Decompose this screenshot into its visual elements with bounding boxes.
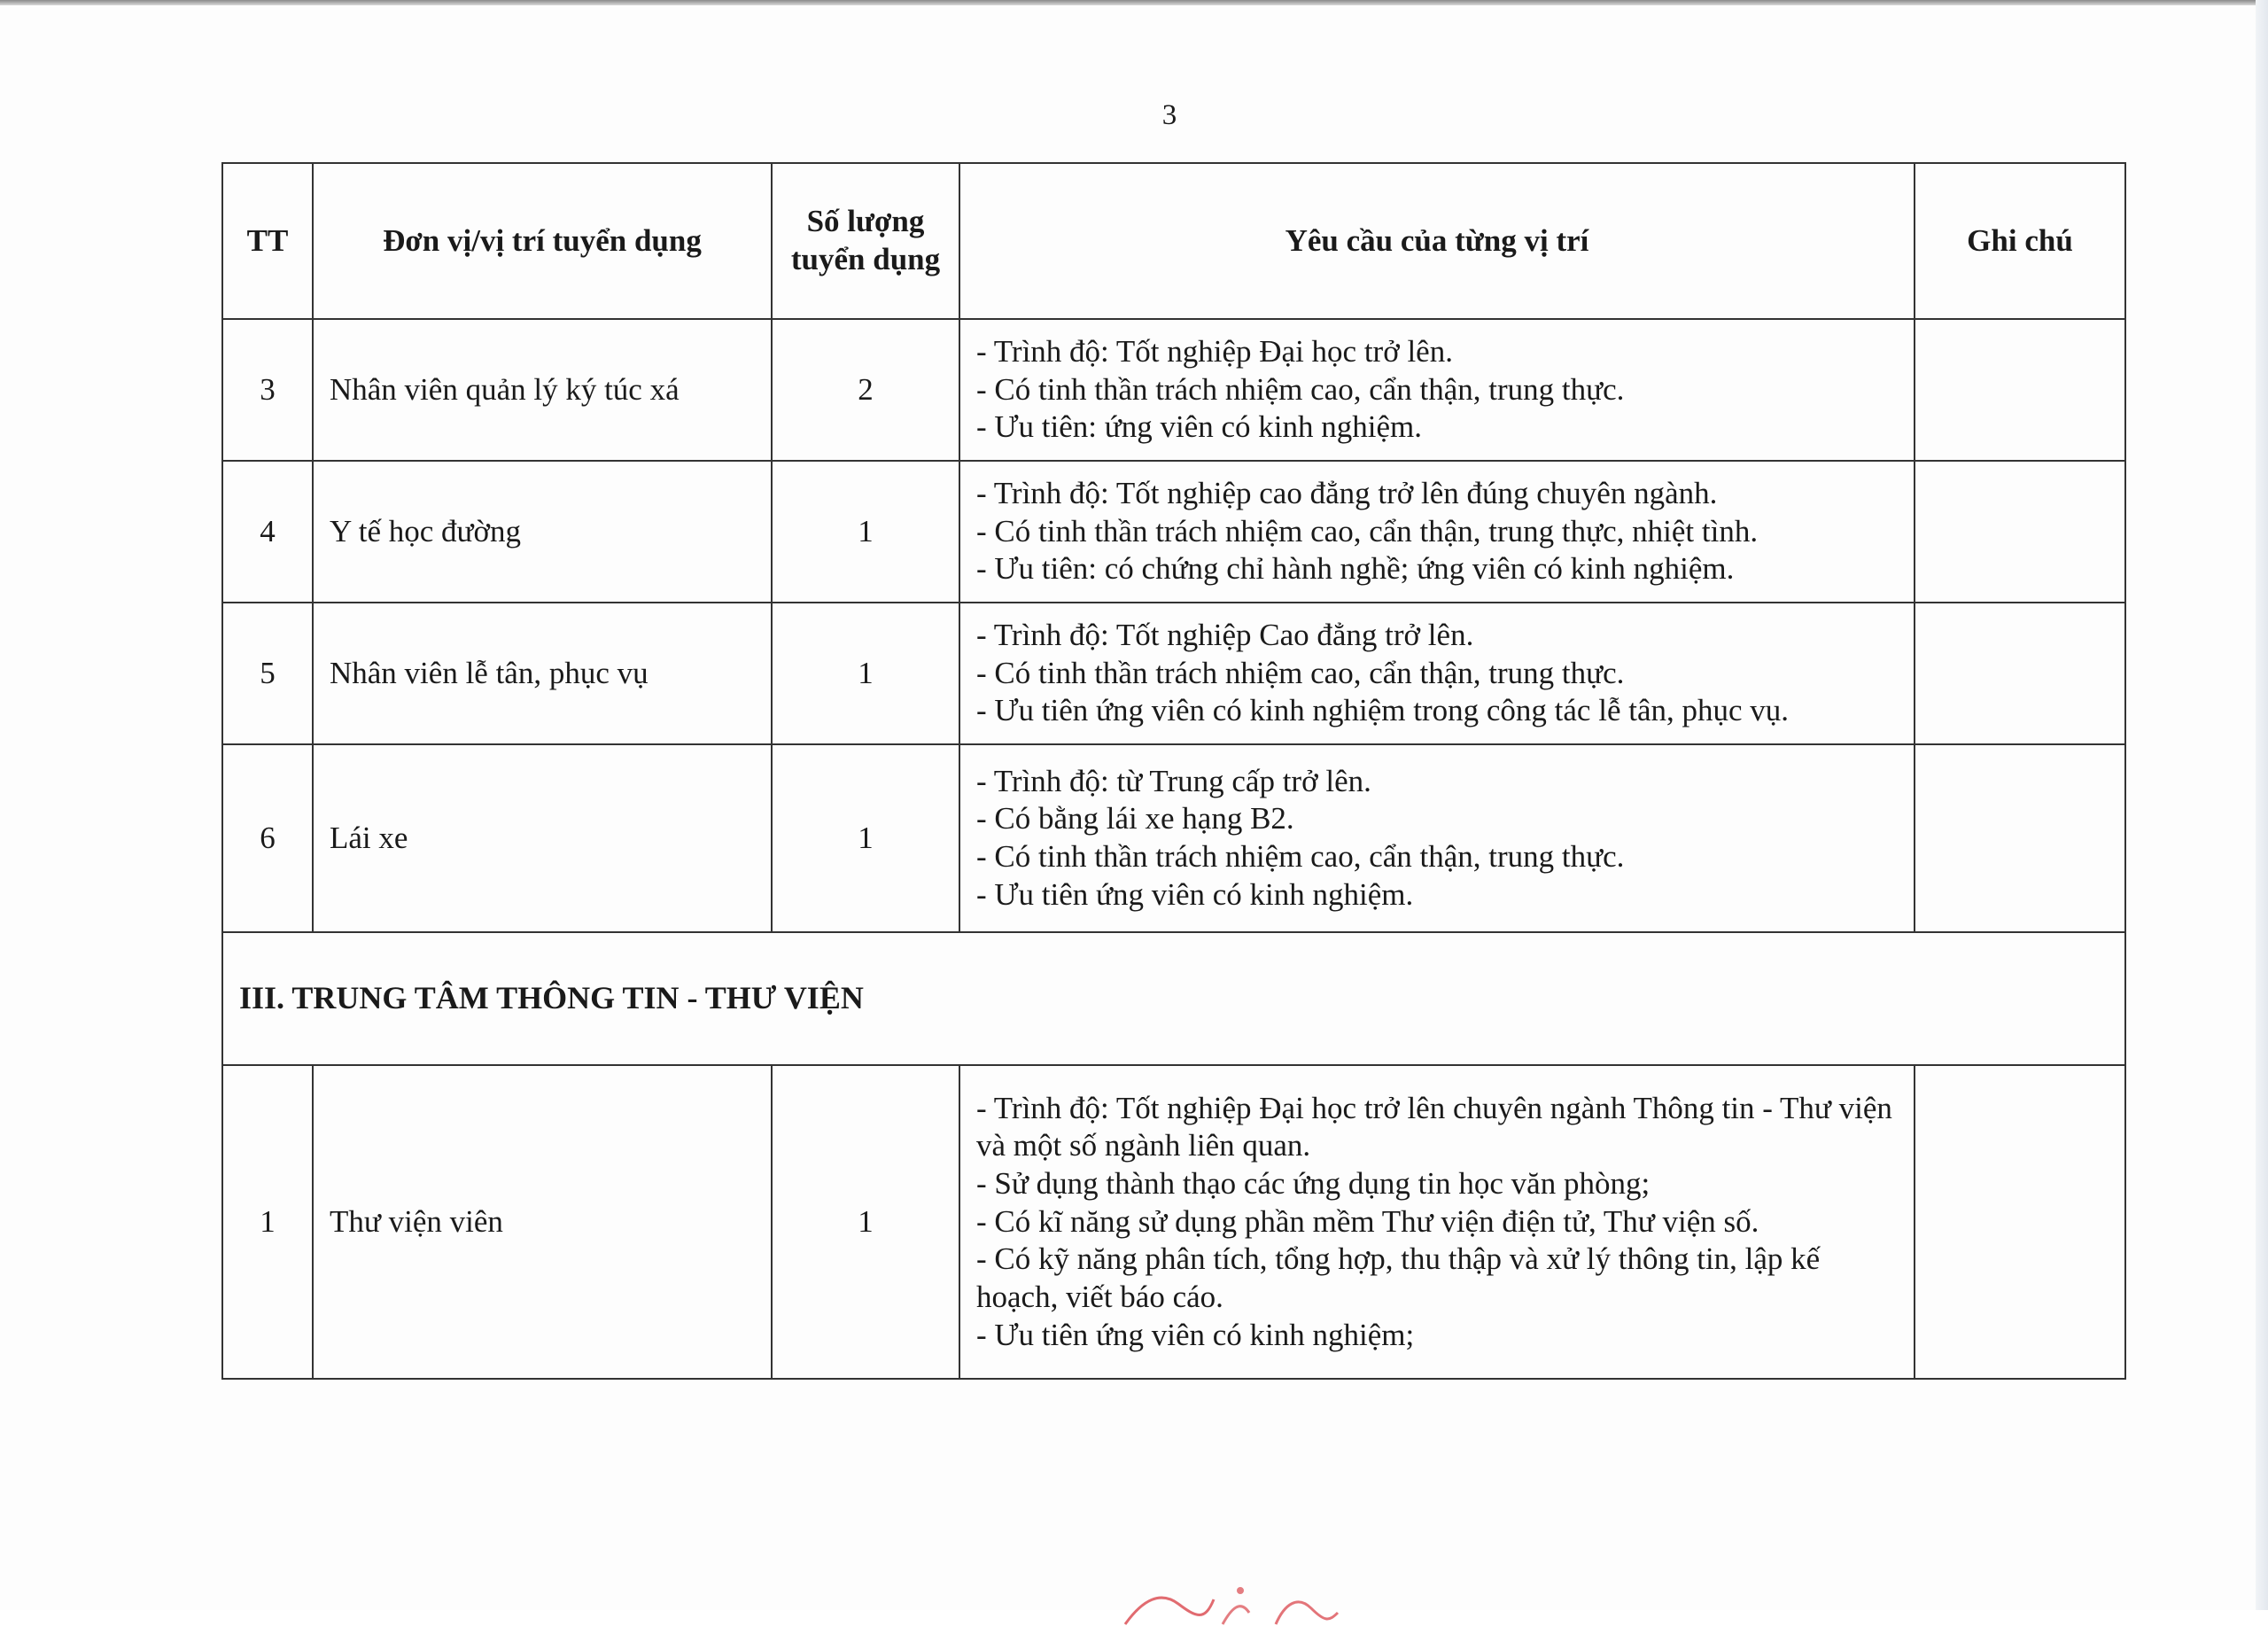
requirement-line: - Có tinh thần trách nhiệm cao, cẩn thận, trung thực. [976,655,1625,690]
requirement-line: - Trình độ: Tốt nghiệp Cao đẳng trở lên. [976,617,1474,652]
table-row [222,744,2125,932]
requirement-line: - Ưu tiên: có chứng chỉ hành nghề; ứng viên có kinh nghiệm. [976,551,1735,587]
header-position: Đơn vị/vị trí tuyển dụng [313,163,772,319]
row-requirements [959,1065,1915,1379]
row-position: Nhân viên quản lý ký túc xá [313,319,772,461]
row-tt: 5 [222,603,313,744]
seal-stamp-fragment [1107,1573,1373,1626]
requirement-line: - Có kỹ năng phân tích, tổng hợp, thu thập và xử lý thông tin, lập kế hoạch, viết báo cáo. [976,1241,1821,1315]
requirement-line: - Trình độ: từ Trung cấp trở lên. [976,763,1371,798]
row-note [1915,744,2125,932]
row-tt: 4 [222,461,313,603]
requirement-line: - Trình độ: Tốt nghiệp Đại học trở lên chuyên ngành Thông tin - Thư viện và một số ngành liên quan. [976,1090,1892,1163]
requirement-line: - Có tinh thần trách nhiệm cao, cẩn thận, trung thực. [976,839,1625,874]
row-note [1915,603,2125,744]
requirement-line: - Trình độ: Tốt nghiệp Đại học trở lên. [976,333,1453,369]
row-quantity: 2 [772,319,959,461]
row-tt: 3 [222,319,313,461]
row-requirements [959,744,1915,932]
row-position: Y tế học đường [313,461,772,603]
row-note [1915,461,2125,603]
table-row [222,1065,2125,1379]
page-number: 3 [1161,99,1177,131]
requirement-line: - Ưu tiên ứng viên có kinh nghiệm. [976,876,1414,912]
section-row [222,932,2125,1065]
requirement-line: - Có kĩ năng sử dụng phần mềm Thư viện điện tử, Thư viện số. [976,1203,1759,1239]
header-note: Ghi chú [1915,163,2125,319]
requirement-line: - Có bằng lái xe hạng B2. [976,801,1294,836]
table-row [222,461,2125,603]
row-quantity: 1 [772,744,959,932]
header-requirements: Yêu cầu của từng vị trí [959,163,1915,319]
header-tt: TT [222,163,313,319]
row-note [1915,319,2125,461]
row-tt: 6 [222,744,313,932]
requirement-line: - Ưu tiên: ứng viên có kinh nghiệm. [976,409,1422,445]
row-position: Nhân viên lễ tân, phục vụ [313,603,772,744]
row-requirements [959,603,1915,744]
section-title: III. TRUNG TÂM THÔNG TIN - THƯ VIỆN [222,932,2125,1065]
row-position: Thư viện viên [313,1065,772,1379]
requirement-line: - Trình độ: Tốt nghiệp cao đẳng trở lên đúng chuyên ngành. [976,475,1718,510]
requirement-line: - Có tinh thần trách nhiệm cao, cẩn thận, trung thực, nhiệt tình. [976,513,1759,548]
requirement-line: - Sử dụng thành thạo các ứng dụng tin học văn phòng; [976,1165,1651,1201]
row-quantity: 1 [772,603,959,744]
requirement-line: - Ưu tiên ứng viên có kinh nghiệm; [976,1317,1415,1352]
row-requirements [959,461,1915,603]
row-quantity: 1 [772,1065,959,1379]
row-tt: 1 [222,1065,313,1379]
requirement-line: - Có tinh thần trách nhiệm cao, cẩn thận, trung thực. [976,371,1625,407]
scan-top-edge [0,0,2268,5]
row-requirements [959,319,1915,461]
header-quantity: Số lượng tuyển dụng [772,163,959,319]
row-note [1915,1065,2125,1379]
recruitment-table [221,162,2126,1380]
table-row [222,319,2125,461]
table-header-row [222,163,2125,319]
requirement-line: - Ưu tiên ứng viên có kinh nghiệm trong công tác lễ tân, phục vụ. [976,693,1790,728]
row-position: Lái xe [313,744,772,932]
table-row [222,603,2125,744]
row-quantity: 1 [772,461,959,603]
scan-right-edge [2256,0,2268,1610]
